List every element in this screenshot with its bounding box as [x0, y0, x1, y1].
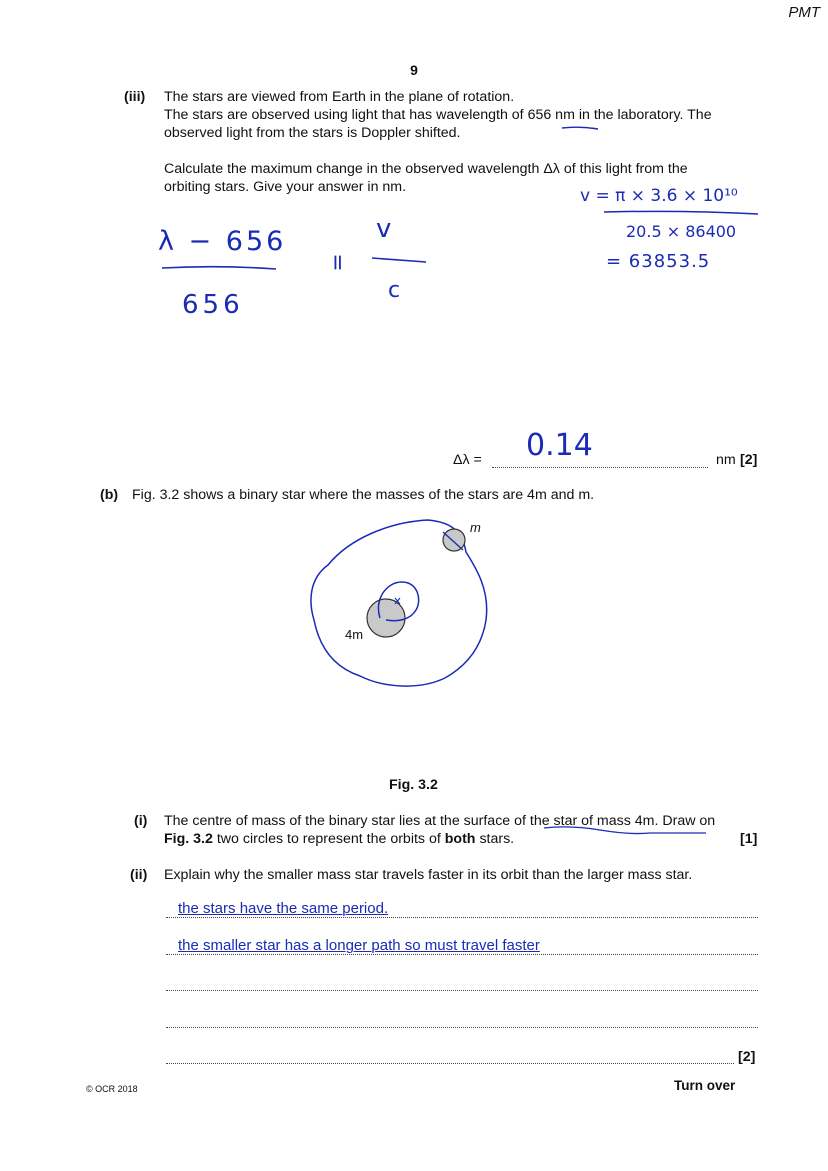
pmt-watermark: PMT	[788, 4, 820, 21]
answer-ii-line-2[interactable]	[166, 934, 758, 955]
page-number: 9	[410, 62, 418, 78]
working-rhs-numerator: v	[376, 214, 392, 244]
working-velocity-result: = 63853.5	[606, 251, 711, 272]
part-i-line2-bold: Fig. 3.2	[164, 831, 213, 847]
part-i-line2-rest: two circles to represent the orbits of	[216, 831, 441, 847]
answer-iii-value: 0.14	[526, 428, 593, 463]
part-iii-line3: observed light from the stars is Doppler shifted.	[164, 125, 461, 141]
answer-ii-line-5[interactable]	[166, 1043, 734, 1064]
small-star-m	[443, 529, 465, 551]
answer-ii-line-1[interactable]	[166, 897, 758, 918]
part-iii-line1: The stars are viewed from Earth in the plane of rotation.	[164, 89, 515, 105]
small-star-label: m	[470, 520, 481, 535]
working-lhs-denominator: 656	[182, 290, 244, 320]
copyright: © OCR 2018	[86, 1084, 138, 1094]
binary-star-figure	[300, 510, 500, 695]
part-i-label: (i)	[134, 813, 148, 829]
large-star-label: 4m	[345, 627, 364, 642]
part-iii-line2: The stars are observed using light that has wavelength of 656 nm in the laboratory. The	[164, 107, 712, 123]
working-rhs-fraction-bar	[370, 254, 430, 264]
large-star-4m	[367, 599, 405, 637]
answer-ii-line-4[interactable]	[166, 1007, 758, 1028]
part-i-line2-bold2: both	[444, 831, 476, 847]
part-iii-line4: Calculate the maximum change in the observed wavelength Δλ of this light from the	[164, 161, 688, 177]
answer-iii-line	[492, 452, 708, 468]
answer-ii-text-2: the smaller star has a longer path so must travel faster	[178, 937, 540, 954]
part-ii-label: (ii)	[130, 867, 148, 883]
part-b-text: Fig. 3.2 shows a binary star where the masses of the stars are 4m and m.	[132, 487, 595, 503]
answer-iii-unit: nm	[716, 452, 736, 468]
working-rhs-denominator: c	[388, 278, 401, 303]
figure-caption: Fig. 3.2	[389, 777, 438, 793]
part-ii-text: Explain why the smaller mass star travels faster in its orbit than the larger mass star.	[164, 867, 693, 883]
turn-over: Turn over	[674, 1078, 736, 1093]
answer-iii-marks: [2]	[740, 452, 758, 468]
handwritten-underline-2	[540, 822, 710, 838]
working-lhs-numerator: λ − 656	[158, 226, 287, 257]
answer-ii-text-1: the stars have the same period.	[178, 900, 389, 917]
working-velocity-fraction-bar	[602, 208, 762, 216]
answer-iii-label: Δλ =	[453, 452, 482, 468]
part-ii-marks: [2]	[738, 1049, 756, 1065]
part-b-label: (b)	[100, 487, 119, 503]
working-velocity-denominator: 20.5 × 86400	[626, 222, 737, 241]
part-iii-line5: orbiting stars. Give your answer in nm.	[164, 179, 407, 195]
part-i-marks: [1]	[740, 831, 758, 847]
answer-ii-line-3[interactable]	[166, 970, 758, 991]
part-iii-label: (iii)	[124, 89, 146, 105]
working-lhs-fraction-bar	[160, 262, 280, 272]
working-equals-sign: =	[324, 253, 350, 272]
part-i-line1: The centre of mass of the binary star lies at the surface of the star of mass 4m. Draw on	[164, 813, 716, 829]
part-i-line2-end: stars.	[479, 831, 515, 847]
part-i-line2	[164, 831, 514, 847]
handwritten-underline	[560, 124, 600, 132]
working-velocity-numerator: v = π × 3.6 × 10¹⁰	[580, 186, 738, 206]
